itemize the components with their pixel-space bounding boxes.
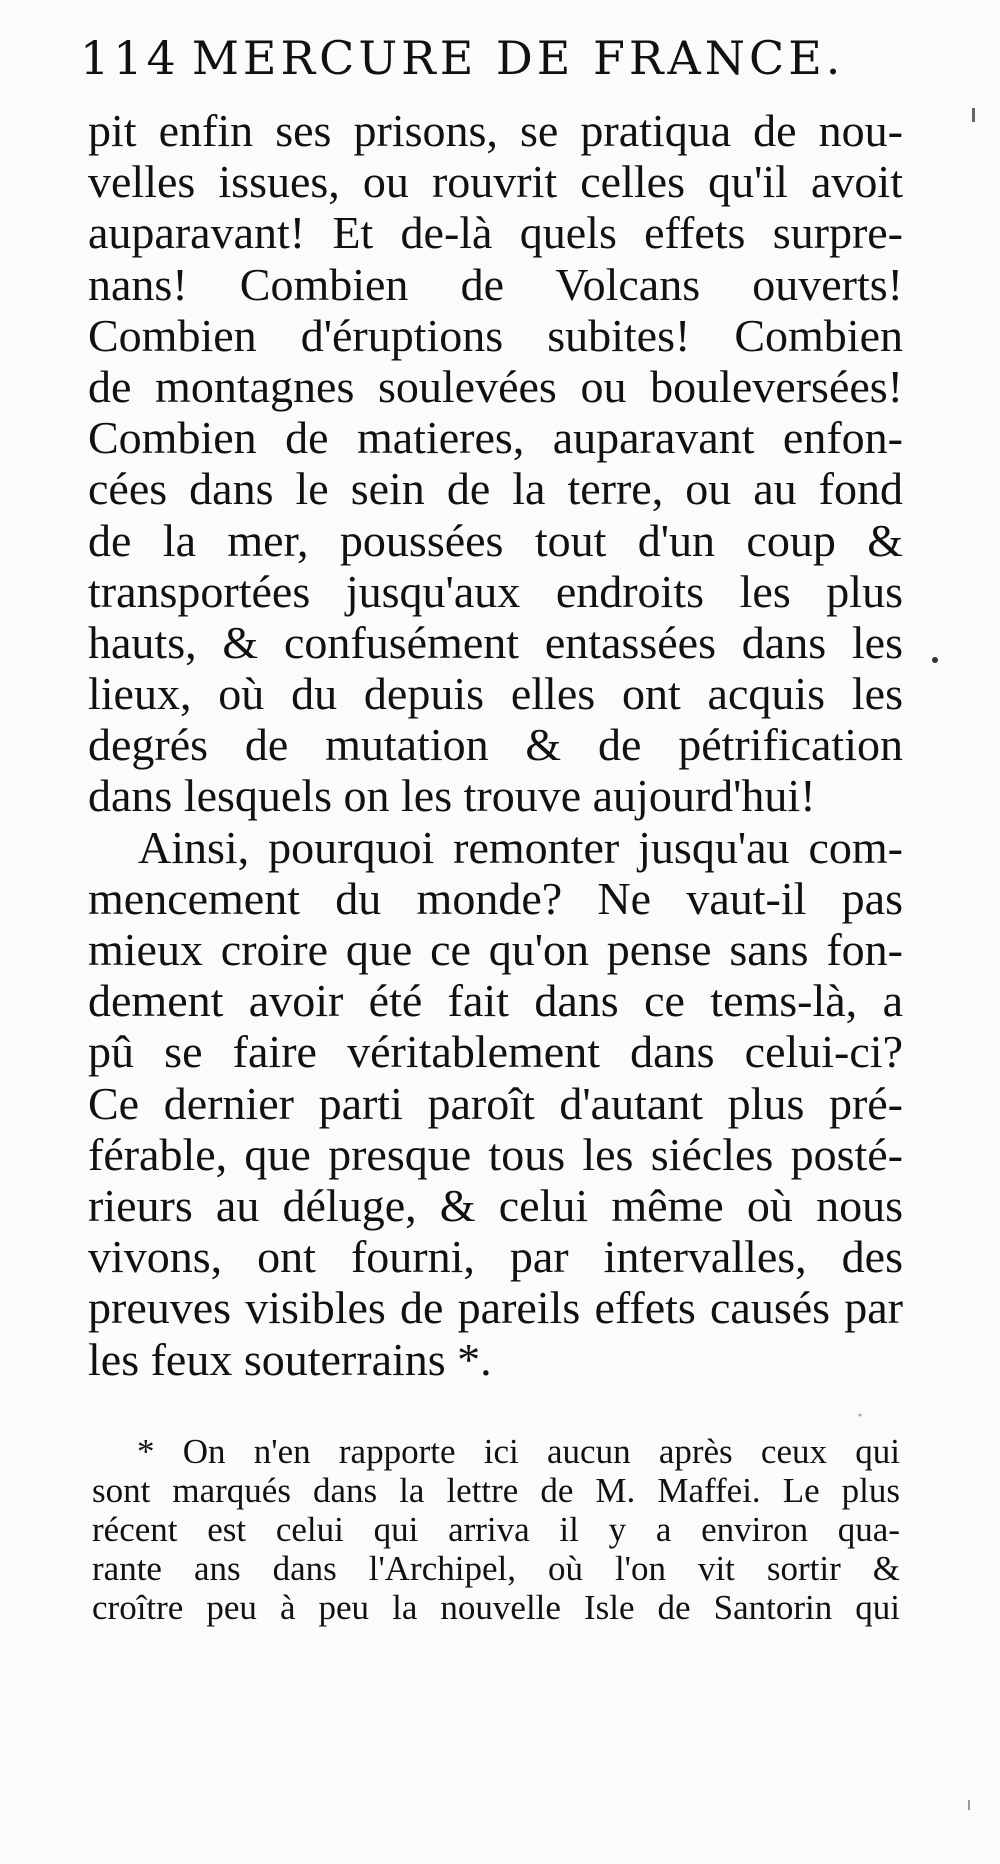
text-line: rieurs au déluge, & celui même où nous — [88, 1179, 903, 1231]
speck — [932, 657, 938, 663]
text-line: mieux croire que ce qu'on pense sans fon- — [88, 924, 903, 975]
text-line: mencement du monde? Ne vaut-il pas — [88, 872, 903, 924]
footnote-line: rante ans dans l'Archipel, où l'on vit sortir & — [92, 1549, 900, 1588]
footnote-line: croître peu à peu la nouvelle Isle de Santorin qui — [92, 1588, 900, 1627]
text-line: velles issues, ou rouvrit celles qu'il avoit — [88, 156, 903, 208]
text-line: de la mer, poussées tout d'un coup & — [88, 514, 903, 566]
text-line: Combien de matieres, auparavant enfon- — [88, 412, 903, 464]
footnote-line: récent est celui qui arriva il y a environ qua- — [92, 1510, 900, 1549]
text-line: pû se faire véritablement dans celui-ci? — [88, 1026, 903, 1078]
text-line: Combien d'éruptions subites! Combien — [88, 309, 903, 361]
running-head — [80, 30, 920, 86]
footnote-line: sont marqués dans la lettre de M. Maffei. Le plus — [92, 1471, 900, 1510]
text-line: vivons, ont fourni, par intervalles, des — [88, 1231, 903, 1283]
body-text — [88, 105, 903, 1385]
text-line: Ce dernier parti paroît d'autant plus pré- — [88, 1077, 903, 1129]
running-title: MERCURE DE FRANCE. — [191, 31, 845, 85]
text-line: hauts, & confusément entassées dans les — [88, 616, 903, 668]
footnote — [92, 1432, 900, 1627]
text-line: pit enfin ses prisons, se pratiqua de nou- — [88, 105, 903, 156]
text-line: férable, que presque tous les siécles posté- — [88, 1128, 903, 1180]
page-number: 114 — [80, 31, 180, 85]
speck — [968, 1800, 970, 1810]
paragraph-start-line: Ainsi, pourquoi remonter jusqu'au com- — [138, 821, 903, 873]
text-line: les feux souterrains *. — [88, 1333, 492, 1385]
text-line: nans! Combien de Volcans ouverts! — [88, 258, 903, 310]
speck — [859, 1414, 862, 1417]
text-line: auparavant! Et de-là quels effets surpre- — [88, 207, 903, 259]
text-line: de montagnes soulevées ou bouleversées! — [88, 360, 903, 412]
text-line: degrés de mutation & de pétrification — [88, 719, 903, 771]
text-line: transportées jusqu'aux endroits les plus — [88, 565, 903, 617]
speck — [972, 108, 975, 122]
text-line: dans lesquels on les trouve aujourd'hui! — [88, 770, 816, 822]
text-line: dement avoir été fait dans ce tems-là, a — [88, 975, 903, 1027]
text-line: preuves visibles de pareils effets causés par — [88, 1282, 903, 1334]
text-line: cées dans le sein de la terre, ou au fond — [88, 463, 903, 515]
footnote-line: * On n'en rapporte ici aucun après ceux qui — [137, 1432, 900, 1471]
text-line: lieux, où du depuis elles ont acquis les — [88, 668, 903, 720]
